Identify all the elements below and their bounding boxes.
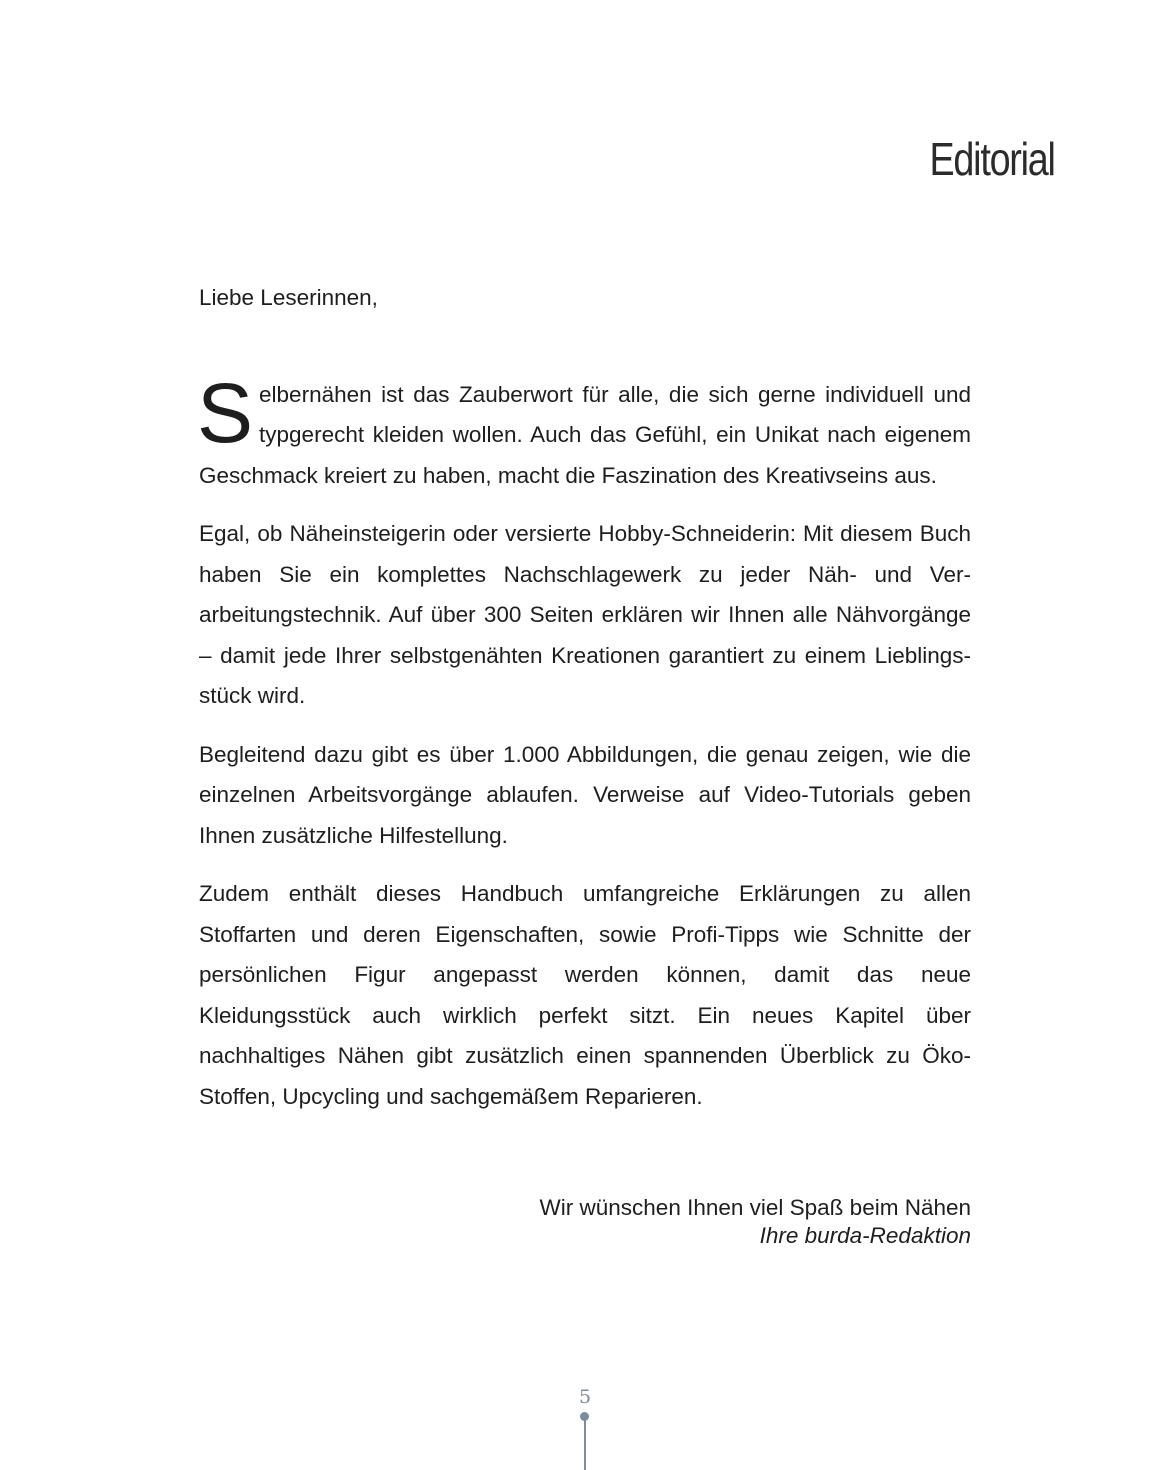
drop-cap: S <box>197 365 254 460</box>
paragraph-illustrations: Begleitend dazu gibt es über 1.000 Abbildungen, die genau zeigen, wie die einzelnen Arbeitsvorgänge ablaufen. Verweise auf Video-Tutorials geben Ihnen zusätzliche Hilfestellung. <box>199 741 971 848</box>
page-marker-line <box>584 1419 586 1470</box>
greeting: Liebe Leserinnen, <box>199 285 378 310</box>
signature: Ihre burda-Redaktion <box>759 1223 971 1248</box>
paragraph-intro <box>197 365 971 497</box>
editorial-body <box>199 278 971 1135</box>
closing-wish: Wir wünschen Ihnen viel Spaß beim Nähen <box>539 1195 971 1220</box>
page-number: 5 <box>578 1386 592 1408</box>
page-title: Editorial <box>929 133 1055 185</box>
paragraph-book: Egal, ob Näheinsteigerin oder versierte Hobby-Schneiderin: Mit diesem Buch haben Sie ein komplettes Nachschlagewerk zu jeder Näh- und Verarbeitungstechnik. Auf über 300 Seiten erklären wir Ihnen alle Nähvorgänge – damit jede Ihrer selbstgenähten Kreationen garantiert zu einem Lieblingsstück wird. <box>199 521 971 708</box>
paragraph-handbook: Zudem enthält dieses Handbuch umfangreiche Erklärungen zu allen Stoffarten und deren Eigenschaften, sowie Profi-Tipps wie Schnitte der persönlichen Figur angepasst werden können, damit das neue Kleidungsstück auch wirklich perfekt sitzt. Ein neues Kapitel über nachhaltiges Nähen gibt zusätzlich einen spannenden Überblick zu Öko-Stoffen, Upcycling und sachgemäßem Reparieren. <box>199 881 971 1109</box>
closing <box>540 1194 971 1250</box>
paragraph-intro-text: elbernähen ist das Zauberwort für alle, die sich gerne individuell und typgerecht kleiden wollen. Auch das Gefühl, ein Unikat nach eigenem Geschmack kreiert zu haben, macht die Faszination des Kreativseins aus. <box>199 381 971 488</box>
